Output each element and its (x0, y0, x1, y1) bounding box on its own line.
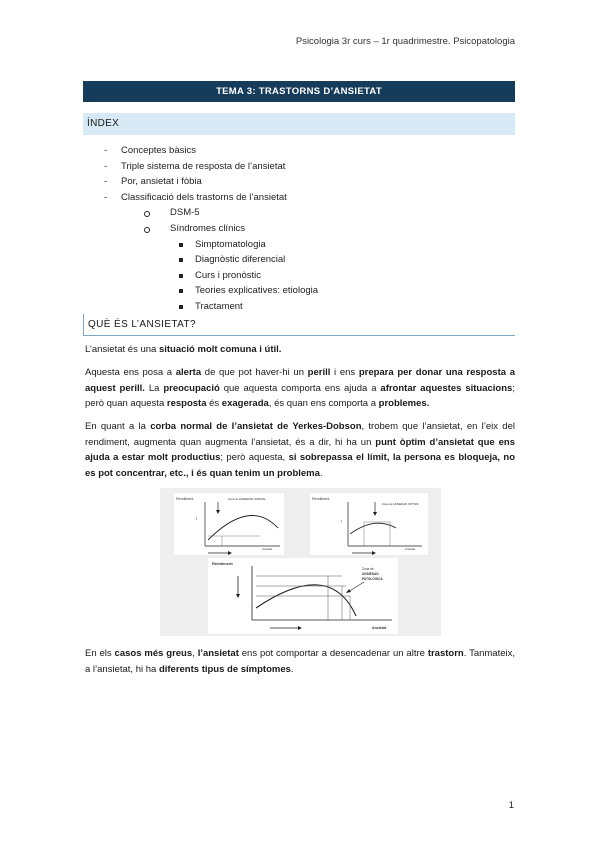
chart-optimal-anxiety (310, 493, 428, 555)
document-title: TEMA 3: TRASTORNS D’ANSIETAT (83, 81, 515, 102)
paragraph-severe-cases: En els casos més greus, l’ansietat ens pot comportar a desencadenar un altre trastorn. Tanmateix, a l’ansietat, hi ha diferents tipus de símptomes. (85, 648, 516, 675)
yerkes-dodson-diagrams (160, 488, 441, 636)
chart3-zone-label-2: ANSIEDAD (362, 572, 379, 576)
toc-item: - Por, ansietat i fòbia (104, 174, 318, 190)
chart1-xlabel: Ansietat (262, 547, 273, 551)
chart-normal-anxiety (174, 493, 284, 555)
toc-subsubitem: Teories explicatives: etiologia (104, 283, 318, 299)
svg-text:↑: ↑ (340, 519, 343, 525)
section-heading: QUÈ ÉS L’ANSIETAT? (83, 314, 515, 336)
toc-subitem: DSM-5 (104, 205, 318, 221)
running-header: Psicologia 3r curs – 1r quadrimestre. Psicopatologia (295, 36, 515, 47)
toc-subsubitem: Simptomatologia (104, 237, 318, 253)
svg-text:↕: ↕ (195, 516, 198, 522)
toc-item: - Classificació dels trastorns de l’ansietat (104, 190, 318, 206)
chart2-ylabel: Rendiment (312, 497, 330, 501)
chart1-ylabel: Rendiment (176, 497, 194, 501)
paragraph-yerkes-dodson: En quant a la corba normal de l’ansietat de Yerkes-Dobson, trobem que l’ansietat, en l’eix del rendiment, augmenta quan augmenta l’ansietat, és a dir, hi ha un punt òptim d’ansietat que ens ajuda a estar molt productius; però aquesta, si sobrepassa el límit, la persona es bloqueja, no es pot concentrar, etc., i és quan tenim un problema. (85, 421, 515, 479)
chart3-ylabel: Rendiment (212, 561, 233, 566)
toc-item: - Conceptes bàsics (104, 143, 318, 159)
table-of-contents (104, 143, 318, 315)
chart2-zone-label: Zona de ANSIEDAD ÓPTIMA (382, 502, 419, 506)
toc-subsubitem: Curs i pronòstic (104, 268, 318, 284)
yerkes-dodson-figure (160, 488, 441, 636)
toc-subitem: Síndromes clínics (104, 221, 318, 237)
toc-subsubitem: Tractament (104, 299, 318, 315)
page-number: 1 (508, 800, 514, 811)
chart3-xlabel: Ansietat (372, 626, 387, 630)
chart3-zone-label-3: PATOLÓGICA (362, 577, 383, 581)
paragraph-alert: Aquesta ens posa a alerta de que pot haver-hi un perill i ens prepara per donar una resposta a aquest perill. La preocupació que aquesta comporta ens ajuda a afrontar aquestes situacions; però quan aquesta resposta és exagerada, és quan ens comporta a problemes. (85, 367, 515, 409)
toc-subsubitem: Diagnòstic diferencial (104, 252, 318, 268)
chart3-zone-label-1: Zona de (362, 567, 374, 571)
chart-pathological-anxiety (208, 558, 398, 634)
index-heading: ÍNDEX (83, 113, 515, 135)
paragraph-intro: L’ansietat és una situació molt comuna i útil. (85, 344, 282, 355)
chart1-zone-label: Zona de ANSIEDAD NORMAL (228, 497, 266, 501)
chart2-xlabel: Ansietat (405, 547, 416, 551)
toc-item: - Triple sistema de resposta de l’ansietat (104, 159, 318, 175)
